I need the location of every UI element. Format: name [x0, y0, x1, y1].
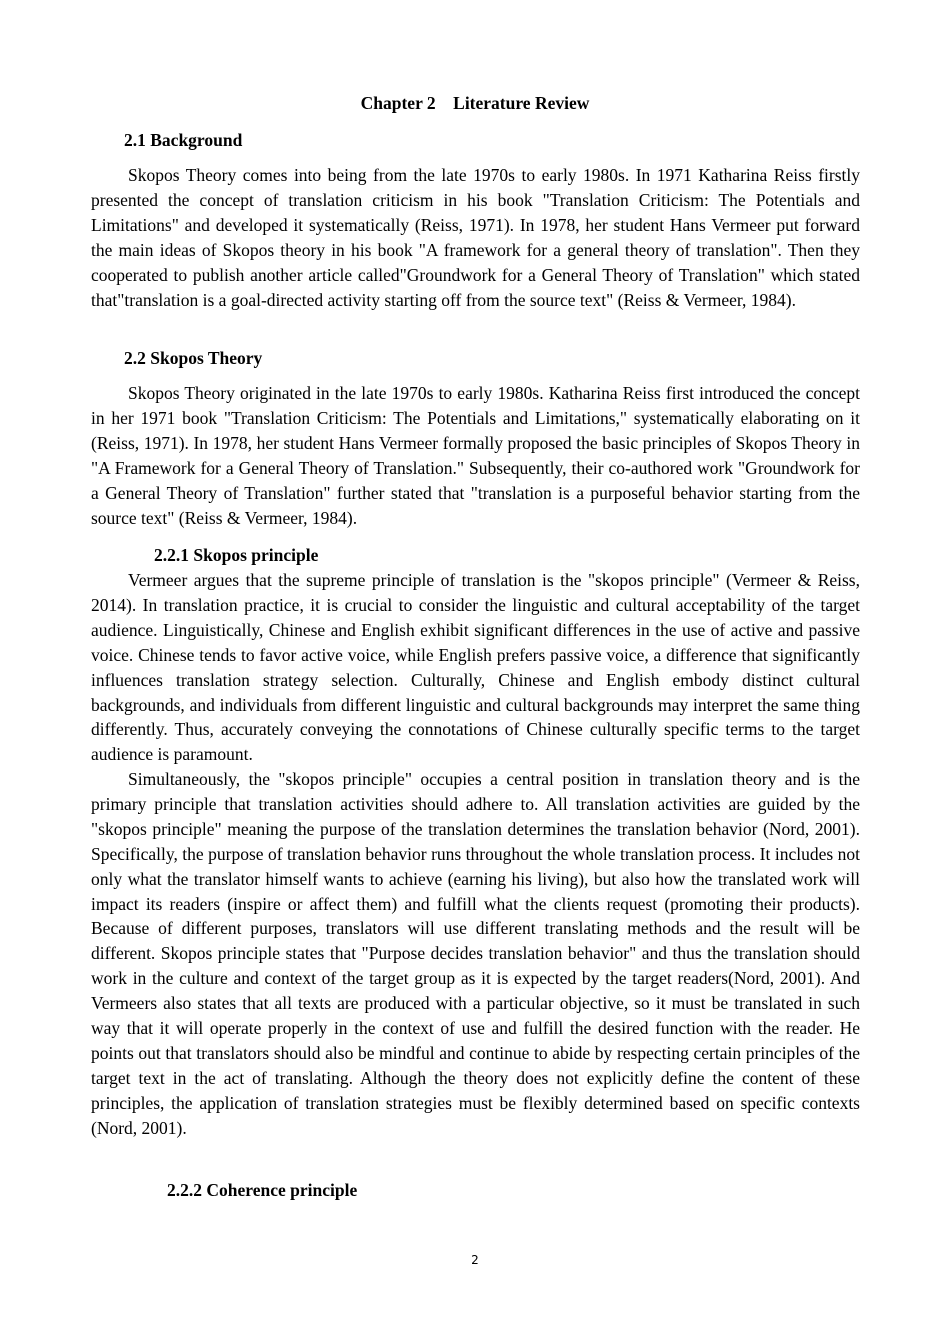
section-heading-background: 2.1 Background [124, 130, 243, 150]
section-heading-skopos-theory: 2.2 Skopos Theory [124, 348, 263, 368]
paragraph-background: Skopos Theory comes into being from the late 1970s to early 1980s. In 1971 Katharina Reiss firstly presented the concept of translation criticism in his book "Translation Criticism: The Potentials and Limitations" and developed it systematically (Reiss, 1971). In 1978, her student Hans Vermeer put forward the main ideas of Skopos theory in his book "A framework for a general theory of translation". Then they cooperated to publish another article called"Groundwork for a General Theory of Translation" which stated that"translation is a goal-directed activity starting off from the source text" (Reiss & Vermeer, 1984). [91, 165, 860, 310]
subsection-heading-coherence-principle: 2.2.2 Coherence principle [167, 1180, 358, 1200]
chapter-title: Chapter 2 Literature Review [360, 93, 590, 113]
subsection-heading-skopos-principle: 2.2.1 Skopos principle [154, 545, 319, 565]
paragraph-skopos-principle-1: Vermeer argues that the supreme principle of translation is the "skopos principle" (Vermeer & Reiss, 2014). In translation practice, it is crucial to consider the linguistic and cultural acceptability of the target audience. Linguistically, Chinese and English exhibit significant differences in the use of active and passive voice. Chinese tends to favor active voice, while English prefers passive voice, a difference that significantly influences translation strategy selection. Culturally, Chinese and English embody distinct cultural backgrounds, and individuals from different linguistic and cultural backgrounds may interpret the same thing differently. Thus, accurately conveying the connotations of Chinese culturally specific terms to the target audience is paramount. [91, 570, 860, 765]
paragraph-skopos-theory: Skopos Theory originated in the late 1970s to early 1980s. Katharina Reiss first introduced the concept in her 1971 book "Translation Criticism: The Potentials and Limitations," systematically elaborating on it (Reiss, 1971). In 1978, her student Hans Vermeer formally proposed the basic principles of Skopos Theory in "A Framework for a General Theory of Translation." Subsequently, their co-authored work "Groundwork for a General Theory of Translation" further stated that "translation is a purposeful behavior starting from the source text" (Reiss & Vermeer, 1984). [91, 383, 860, 528]
paragraph-skopos-principle-2: Simultaneously, the "skopos principle" occupies a central position in translation theory and is the primary principle that translation activities should adhere to. All translation activities are guided by the "skopos principle" meaning the purpose of the translation determines the translation behavior (Nord, 2001). Specifically, the purpose of translation behavior runs throughout the whole translation process. It includes not only what the translator himself wants to achieve (earning his living), but also how the translated work will impact its readers (inspire or affect them) and fulfill what the clients request (promoting their products). Because of different purposes, translators will use different translating methods and the result will be different. Skopos principle states that "Purpose decides translation behavior" and thus the translation should work in the culture and context of the target group as it is expected by the target readers(Nord, 2001). And Vermeers also states that all texts are produced with a particular objective, so it must be translated in such way that it will operate properly in the context of use and fulfill the desired function with the reader. He points out that translators should also be mindful and continue to abide by respecting certain principles of the target text in the act of translating. Although the theory does not explicitly define the content of these principles, the application of translation strategies must be flexibly determined based on specific contexts (Nord, 2001). [91, 769, 860, 1138]
page-number: 2 [471, 1253, 479, 1267]
